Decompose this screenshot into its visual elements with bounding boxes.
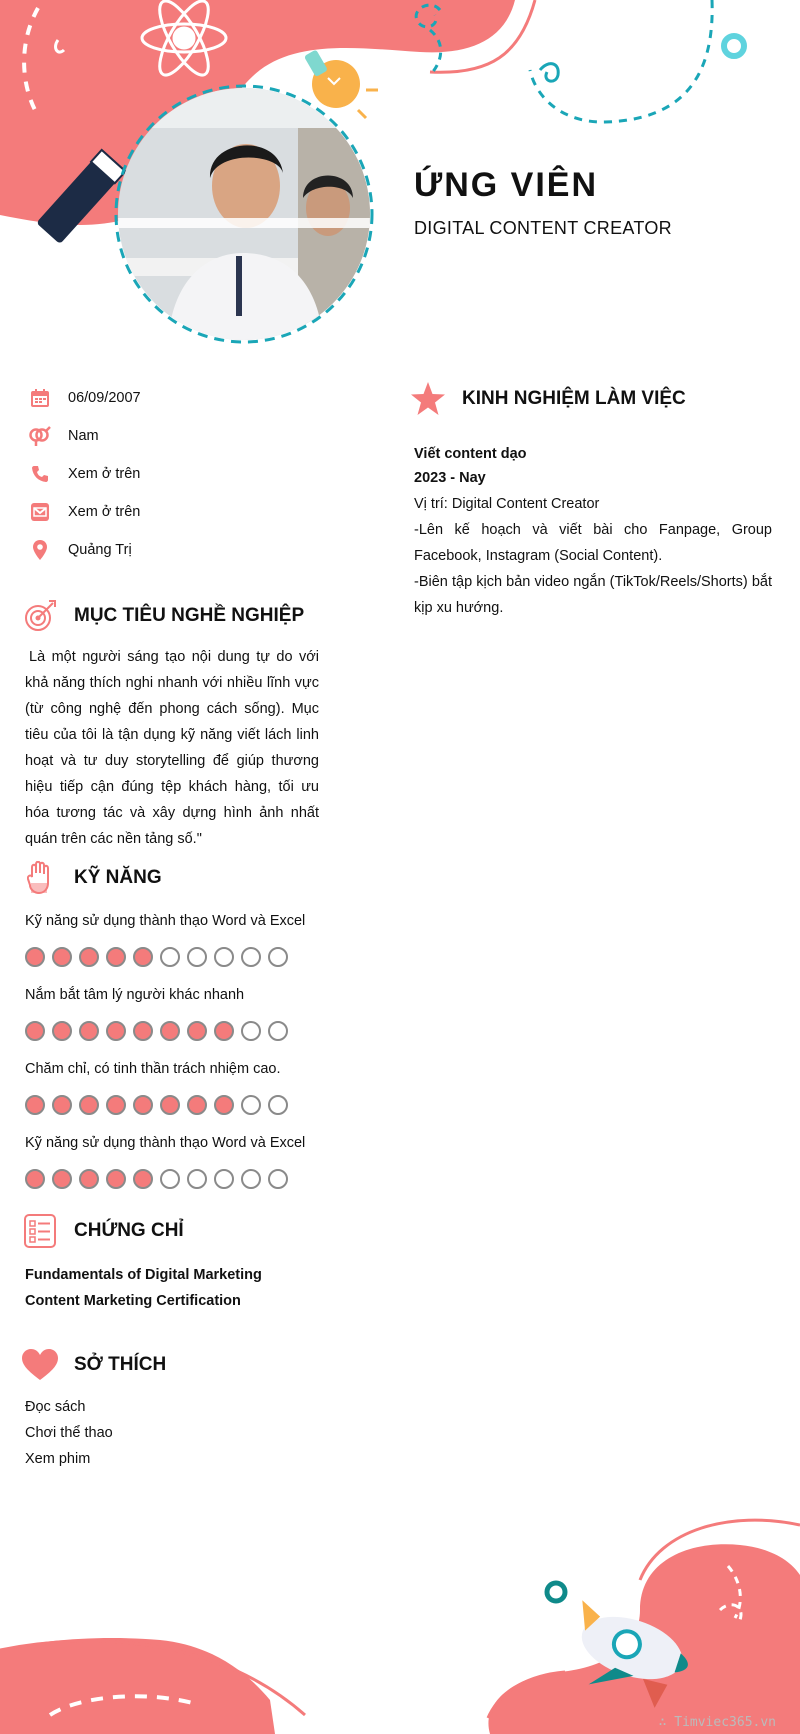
rating-dot-filled	[25, 1021, 45, 1041]
rating-dot-filled	[79, 1169, 99, 1189]
rating-dot-empty	[241, 1169, 261, 1189]
target-icon	[22, 598, 58, 634]
objective-heading: MỤC TIÊU NGHỀ NGHIỆP	[22, 598, 304, 634]
info-gender	[28, 424, 99, 448]
experience-duty: -Biên tập kịch bản video ngắn (TikTok/Reels/Shorts) bắt kịp xu hướng.	[414, 574, 772, 616]
experience-company: Viết content dạo	[414, 446, 527, 462]
footer-decoration	[0, 1500, 800, 1734]
rating-dot-filled	[52, 947, 72, 967]
rating-dot-empty	[214, 1169, 234, 1189]
candidate-name: ỨNG VIÊN	[414, 166, 599, 204]
certificate-item: Content Marketing Certification	[25, 1293, 241, 1309]
birthdate-value: 06/09/2007	[68, 390, 141, 406]
certificate-list-icon	[22, 1213, 58, 1249]
rating-dot-filled	[25, 1095, 45, 1115]
lightbulb-icon	[304, 49, 378, 118]
rating-dot-filled	[214, 1095, 234, 1115]
rating-dot-empty	[268, 1021, 288, 1041]
rating-dot-filled	[106, 1095, 126, 1115]
rating-dot-filled	[79, 1021, 99, 1041]
star-icon	[410, 381, 446, 417]
info-location	[28, 538, 132, 562]
skill-rating	[25, 947, 288, 967]
rating-dot-empty	[241, 1021, 261, 1041]
hand-icon	[22, 860, 58, 896]
skill-label: Chăm chỉ, có tinh thần trách nhiệm cao.	[25, 1061, 281, 1077]
rating-dot-filled	[79, 1095, 99, 1115]
gender-value: Nam	[68, 428, 99, 444]
watermark: ∴ Timviec365.vn	[658, 1715, 776, 1730]
rating-dot-filled	[52, 1169, 72, 1189]
rating-dot-empty	[187, 947, 207, 967]
location-value: Quảng Trị	[68, 542, 132, 558]
skill-rating	[25, 1169, 288, 1189]
experience-position: Vị trí: Digital Content Creator	[414, 496, 600, 512]
experience-period: 2023 - Nay	[414, 470, 486, 486]
experience-duty: -Lên kế hoạch và viết bài cho Fanpage, Group Facebook, Instagram (Social Content).	[414, 522, 772, 564]
rating-dot-empty	[241, 947, 261, 967]
rating-dot-empty	[214, 947, 234, 967]
rating-dot-filled	[79, 947, 99, 967]
rating-dot-filled	[25, 947, 45, 967]
skill-label: Kỹ năng sử dụng thành thạo Word và Excel	[25, 913, 306, 929]
rating-dot-filled	[133, 947, 153, 967]
info-email	[28, 500, 140, 524]
skill-rating	[25, 1021, 288, 1041]
rating-dot-empty	[241, 1095, 261, 1115]
skill-label: Nắm bắt tâm lý người khác nhanh	[25, 987, 245, 1003]
location-pin-icon	[28, 538, 52, 562]
rating-dot-filled	[160, 1095, 180, 1115]
rating-dot-filled	[160, 1021, 180, 1041]
rating-dot-filled	[133, 1021, 153, 1041]
info-birthdate	[28, 386, 141, 410]
objective-text: Là một người sáng tạo nội dung tự do với khả năng thích nghi nhanh với nhiều lĩnh vực (từ công nghệ đến phong cách sống). Mục tiêu của tôi là tận dụng kỹ năng viết lách linh hoạt và tư duy storytelling để giúp thương hiệu tiếp cận đúng tệp khách hàng, tối ưu hóa tương tác và xây dựng hình ảnh nhất quán trên các nền tảng số."	[25, 649, 319, 847]
rating-dot-filled	[133, 1169, 153, 1189]
hobby-item: Xem phim	[25, 1451, 91, 1467]
rating-dot-empty	[268, 1169, 288, 1189]
rating-dot-filled	[106, 947, 126, 967]
heart-icon	[22, 1347, 58, 1383]
rating-dot-empty	[187, 1169, 207, 1189]
rating-dot-filled	[133, 1095, 153, 1115]
hobbies-heading: SỞ THÍCH	[22, 1347, 166, 1383]
calendar-icon	[28, 386, 52, 410]
certificate-item: Fundamentals of Digital Marketing	[25, 1267, 262, 1283]
email-icon	[28, 500, 52, 524]
profile-photo	[118, 88, 370, 340]
hobby-item: Chơi thể thao	[25, 1425, 113, 1441]
rating-dot-filled	[52, 1095, 72, 1115]
phone-value: Xem ở trên	[68, 466, 141, 482]
skills-heading: KỸ NĂNG	[22, 860, 162, 896]
rating-dot-filled	[106, 1169, 126, 1189]
skill-label: Kỹ năng sử dụng thành thạo Word và Excel	[25, 1135, 306, 1151]
info-phone	[28, 462, 140, 486]
candidate-role: DIGITAL CONTENT CREATOR	[414, 218, 672, 238]
rating-dot-filled	[187, 1021, 207, 1041]
rating-dot-filled	[187, 1095, 207, 1115]
gender-icon	[28, 424, 52, 448]
header-decoration	[0, 0, 800, 360]
skill-rating	[25, 1095, 288, 1115]
rating-dot-empty	[268, 947, 288, 967]
email-value: Xem ở trên	[68, 504, 141, 520]
rating-dot-empty	[268, 1095, 288, 1115]
rating-dot-empty	[160, 1169, 180, 1189]
certificates-heading: CHỨNG CHỈ	[22, 1213, 184, 1249]
rating-dot-filled	[214, 1021, 234, 1041]
rating-dot-filled	[52, 1021, 72, 1041]
experience-heading: KINH NGHIỆM LÀM VIỆC	[410, 381, 686, 417]
phone-icon	[28, 462, 52, 486]
rating-dot-filled	[106, 1021, 126, 1041]
rating-dot-filled	[25, 1169, 45, 1189]
hobby-item: Đọc sách	[25, 1399, 86, 1415]
rating-dot-empty	[160, 947, 180, 967]
